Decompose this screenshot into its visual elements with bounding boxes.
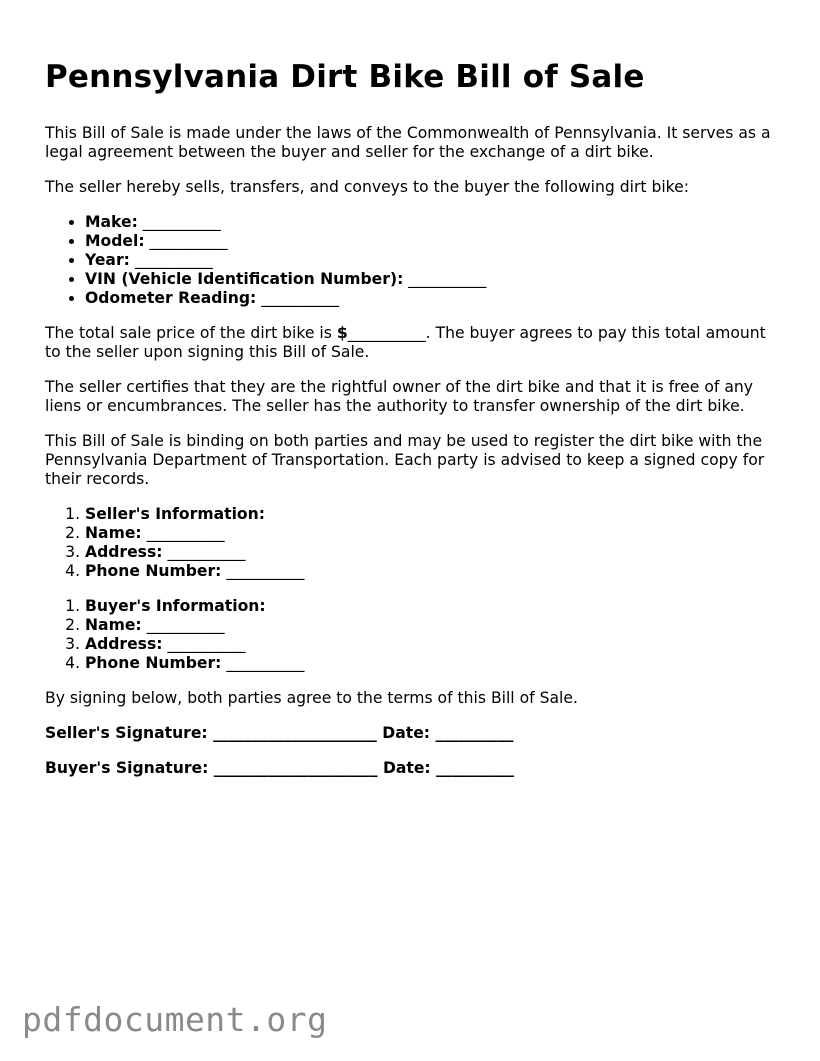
seller-signature-blank: _____________________ (213, 724, 377, 742)
bike-field-odometer: • Odometer Reading: __________ (85, 289, 785, 308)
seller-phone-field: 4. Phone Number: __________ (85, 562, 785, 581)
buyer-signature-blank: _____________________ (213, 759, 378, 777)
certification-paragraph: The seller certifies that they are the rightful owner of the dirt bike and that it is free of any liens or encumbrances. The seller has the authority to transfer ownership of the dirt bike. (45, 378, 753, 415)
document-page (45, 56, 785, 794)
buyer-signature-label: Buyer's Signature: (45, 759, 209, 777)
buyer-info-list (45, 597, 785, 673)
watermark-text: pdfdocument.org (22, 1000, 328, 1039)
seller-signature-line (45, 724, 785, 743)
transfer-statement: The seller hereby sells, transfers, and conveys to the buyer the following dirt bike: (45, 178, 689, 196)
seller-address-field: 3. Address: __________ (85, 543, 785, 562)
seller-name-field: 2. Name: __________ (85, 524, 785, 543)
bike-field-make: • Make: __________ (85, 213, 785, 232)
bike-field-vin: • VIN (Vehicle Identification Number): __________ (85, 270, 785, 289)
seller-date-label: Date: (382, 724, 431, 742)
seller-date-blank: __________ (435, 724, 514, 742)
buyer-date-blank: __________ (436, 759, 515, 777)
agreement-paragraph: By signing below, both parties agree to the terms of this Bill of Sale. (45, 689, 578, 707)
buyer-phone-field: 4. Phone Number: __________ (85, 654, 785, 673)
bike-details-list (45, 213, 785, 308)
bike-field-year: • Year: __________ (85, 251, 785, 270)
price-paragraph: The total sale price of the dirt bike is $__________. The buyer agrees to pay this total amount to the seller upon signing this Bill of Sale. (45, 324, 766, 361)
seller-signature-label: Seller's Signature: (45, 724, 208, 742)
binding-paragraph: This Bill of Sale is binding on both parties and may be used to register the dirt bike with the Pennsylvania Department of Transportation. Each party is advised to keep a signed copy for their records. (45, 432, 765, 488)
buyer-date-label: Date: (382, 759, 431, 777)
buyer-address-field: 3. Address: __________ (85, 635, 785, 654)
seller-info-heading: 1. Seller's Information: (85, 505, 785, 524)
seller-info-list (45, 505, 785, 581)
bike-field-model: • Model: __________ (85, 232, 785, 251)
intro-paragraph: This Bill of Sale is made under the laws of the Commonwealth of Pennsylvania. It serves as a legal agreement between the buyer and seller for the exchange of a dirt bike. (45, 124, 771, 161)
page-title: Pennsylvania Dirt Bike Bill of Sale (45, 59, 645, 95)
buyer-info-heading: 1. Buyer's Information: (85, 597, 785, 616)
buyer-name-field: 2. Name: __________ (85, 616, 785, 635)
buyer-signature-line (45, 759, 785, 778)
